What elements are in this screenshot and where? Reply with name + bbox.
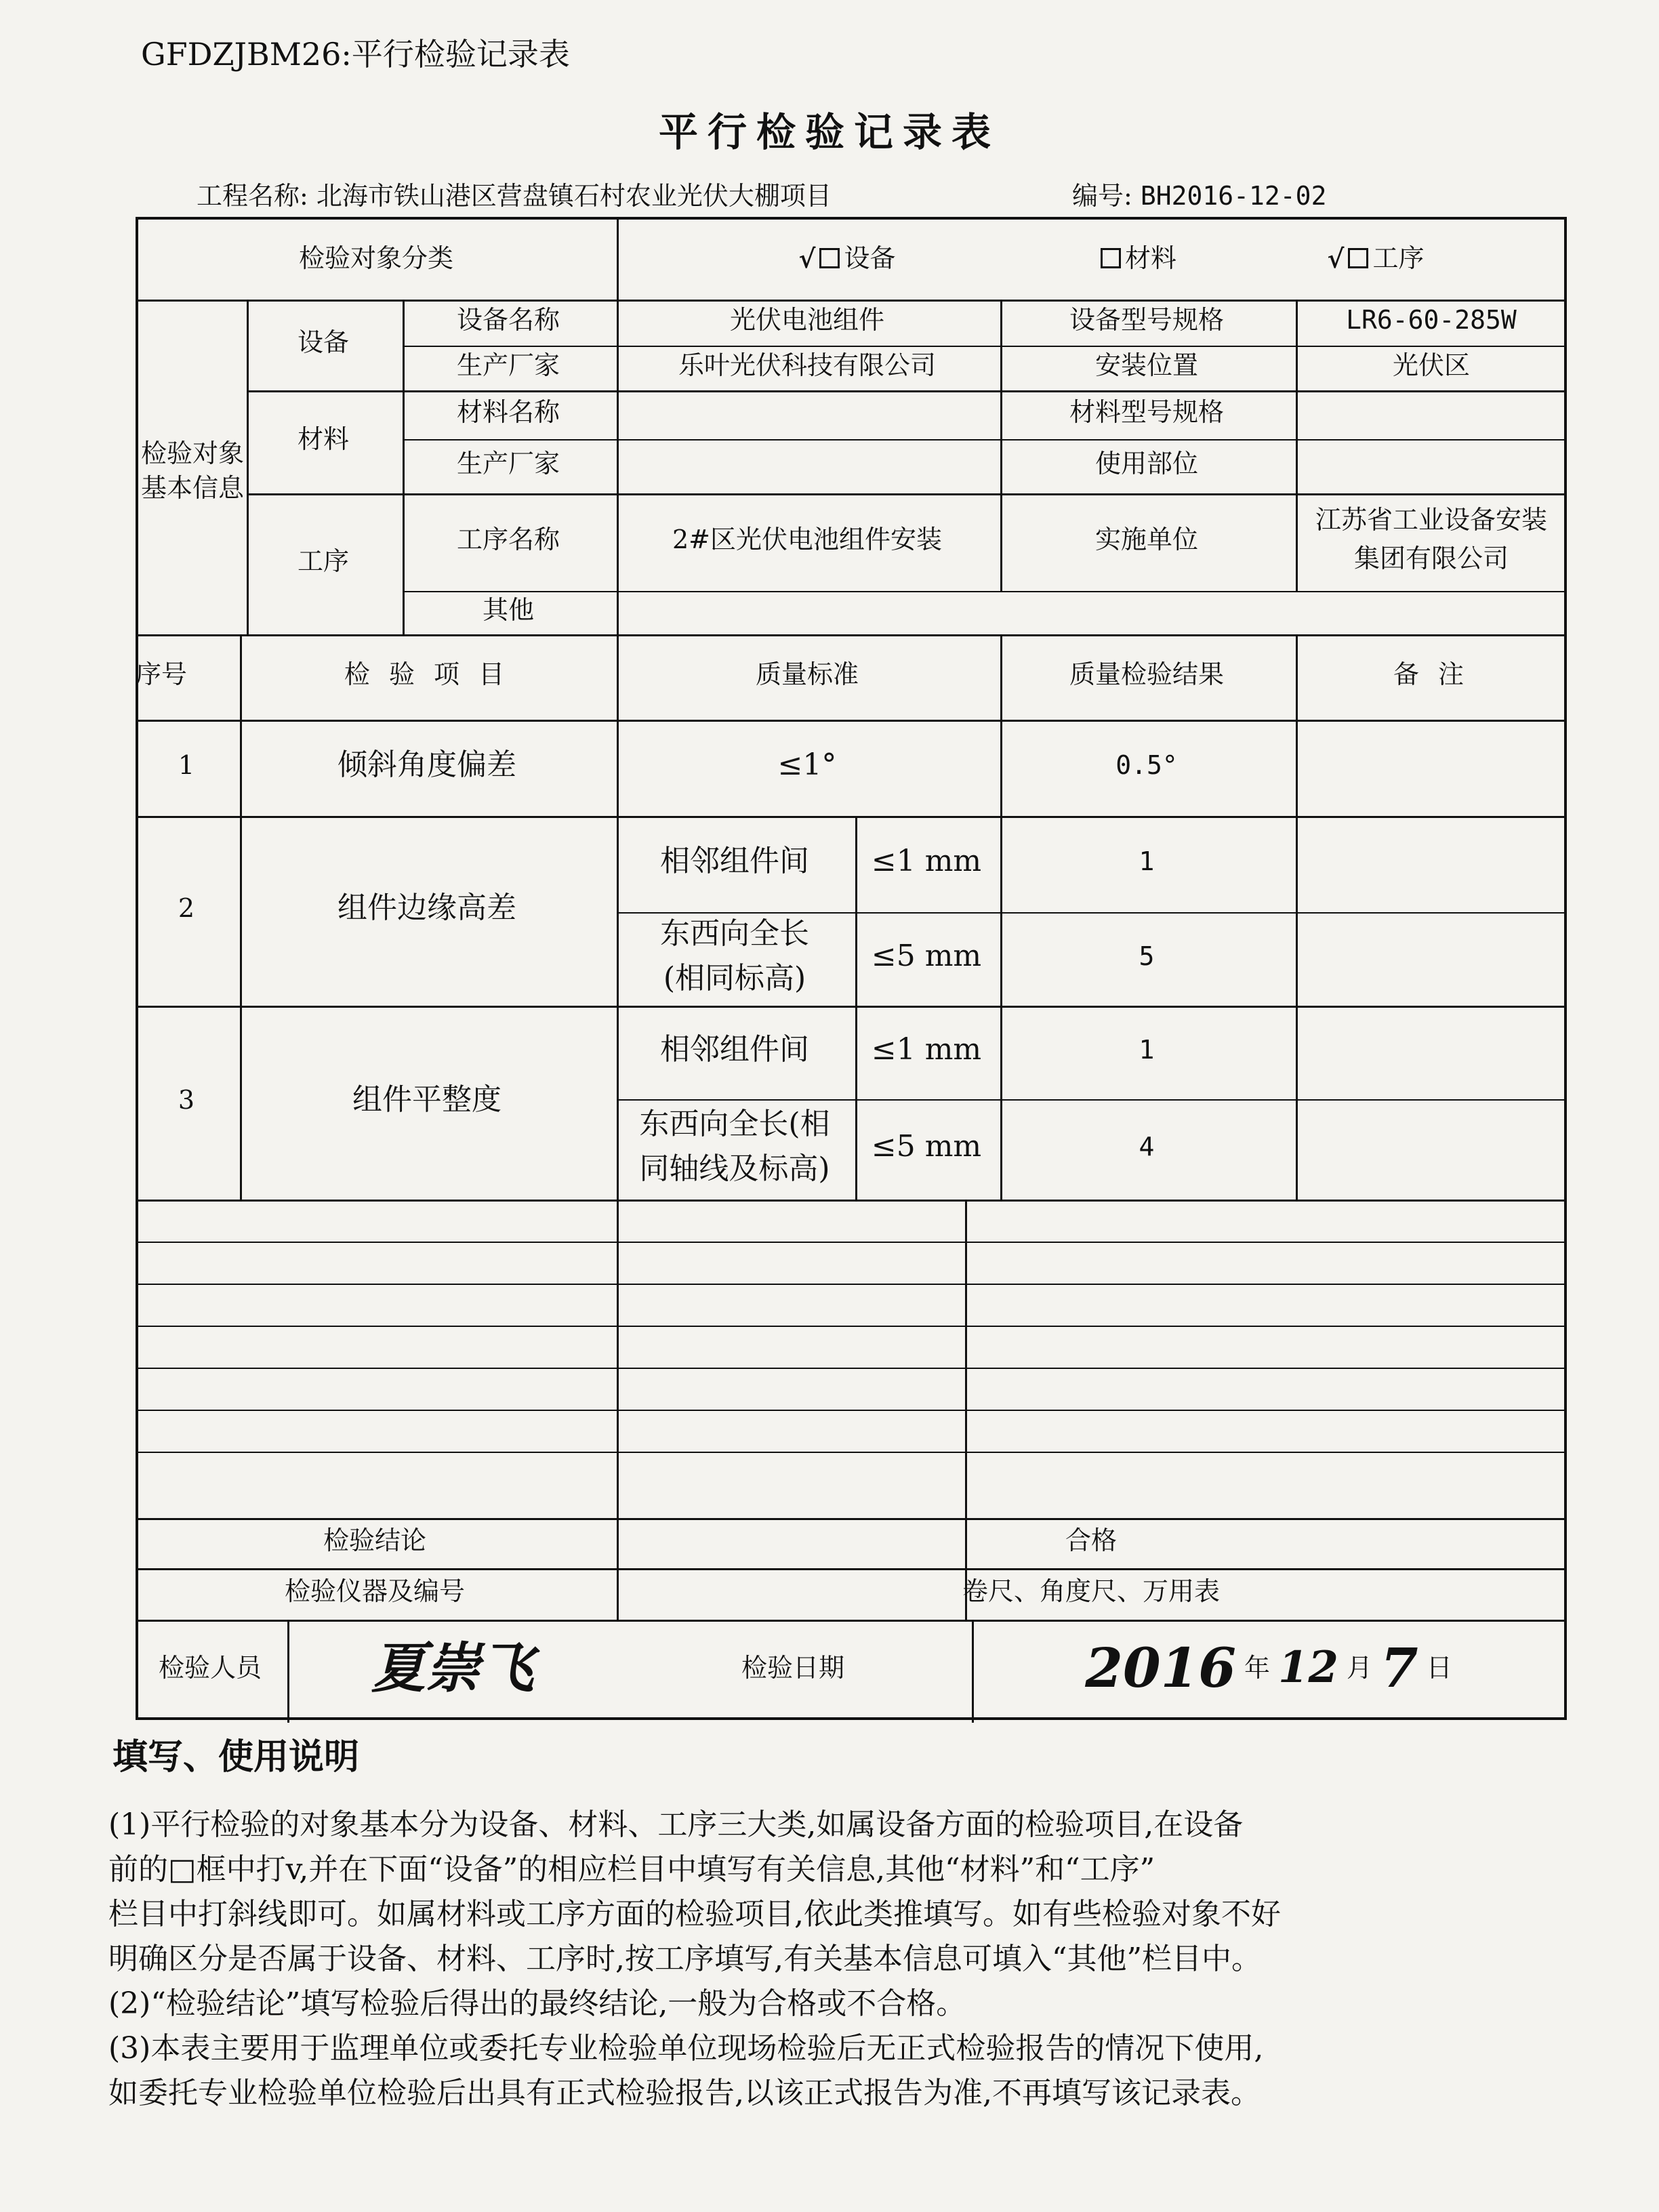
number-value: BH2016-12-02 xyxy=(1140,181,1327,211)
item-header: 检 验 项 目 xyxy=(344,659,510,689)
checkbox-icon xyxy=(1348,248,1368,268)
process-name-label: 工序名称 xyxy=(456,524,560,554)
item-1-standard: ≤1° xyxy=(777,747,837,782)
notes-line: 前的□框中打v,并在下面“设备”的相应栏目中填写有关信息,其他“材料”和“工序” xyxy=(108,1852,1155,1887)
category-option-equipment[interactable]: √ 设备 xyxy=(745,220,949,297)
item-2-sub-1-label: 相邻组件间 xyxy=(660,844,809,878)
material-model-value xyxy=(1296,388,1567,436)
process-label: 工序 xyxy=(297,546,349,576)
category-option-process[interactable]: √ 工序 xyxy=(1288,220,1464,297)
material-maker-value xyxy=(617,436,998,491)
conclusion-value: 合格 xyxy=(1065,1525,1117,1555)
notes-line: 栏目中打斜线即可。如属材料或工序方面的检验项目,依此类推填写。如有些检验对象不好 xyxy=(108,1897,1281,1931)
result-header: 质量检验结果 xyxy=(1069,659,1224,689)
checkbox-icon xyxy=(1101,248,1121,268)
process-unit-label: 实施单位 xyxy=(1094,524,1198,554)
equipment-label: 设备 xyxy=(297,327,349,357)
material-name-value xyxy=(617,388,998,436)
item-1-name: 倾斜角度偏差 xyxy=(337,747,516,782)
equipment-name-label: 设备名称 xyxy=(456,304,560,335)
item-3-sub-1-label: 相邻组件间 xyxy=(660,1032,809,1067)
basic-info-label: 检验对象基本信息 xyxy=(141,438,245,503)
material-maker-label: 生产厂家 xyxy=(456,448,560,478)
material-name-label: 材料名称 xyxy=(456,396,560,427)
check-mark-icon: √ xyxy=(1327,243,1345,274)
item-3-sub-1-result: 1 xyxy=(1139,1034,1155,1065)
material-model-label: 材料型号规格 xyxy=(1069,396,1224,427)
item-2-sub-2-result: 5 xyxy=(1139,941,1155,971)
project-label: 工程名称: xyxy=(197,181,308,211)
process-unit-value: 江苏省工业设备安装 集团有限公司 xyxy=(1315,505,1547,573)
page-title: 平行检验记录表 xyxy=(658,109,1000,155)
project-line xyxy=(197,175,832,212)
number-label: 编号: xyxy=(1072,181,1132,211)
inspector-label: 检验人员 xyxy=(158,1652,262,1683)
notes-title: 填写、使用说明 xyxy=(112,1737,360,1778)
item-2-sub-1-result: 1 xyxy=(1139,846,1155,876)
equipment-model-value: LR6-60-285W xyxy=(1346,304,1517,335)
equipment-maker-value: 乐叶光伏科技有限公司 xyxy=(678,350,936,380)
item-1-result: 0.5° xyxy=(1115,750,1178,780)
item-1-seq: 1 xyxy=(178,750,195,780)
item-3-sub-2-label: 东西向全长(相 同轴线及标高) xyxy=(639,1107,830,1186)
category-option-material[interactable]: 材料 xyxy=(1057,220,1220,297)
material-part-label: 使用部位 xyxy=(1094,448,1198,478)
notes-line: (1)平行检验的对象基本分为设备、材料、工序三大类,如属设备方面的检验项目,在设备 xyxy=(108,1807,1244,1842)
check-mark-icon: √ xyxy=(798,243,816,274)
material-part-value xyxy=(1296,436,1567,491)
item-2-name: 组件边缘高差 xyxy=(337,890,516,925)
notes-line: (3)本表主要用于监理单位或委托专业检验单位现场检验后无正式检验报告的情况下使用, xyxy=(108,2031,1264,2066)
equipment-location-value: 光伏区 xyxy=(1392,350,1470,380)
item-2-sub-1-standard: ≤1 mm xyxy=(871,844,982,878)
equipment-name-value: 光伏电池组件 xyxy=(729,304,884,335)
item-2-seq: 2 xyxy=(178,893,195,923)
date-label: 检验日期 xyxy=(741,1652,844,1683)
notes-line: 如委托专业检验单位检验后出具有正式检验报告,以该正式报告为准,不再填写该记录表。 xyxy=(108,2076,1261,2110)
equipment-model-label: 设备型号规格 xyxy=(1069,304,1224,335)
inspector-signature: 夏崇飞 xyxy=(371,1636,534,1700)
item-3-name: 组件平整度 xyxy=(352,1082,501,1117)
item-3-sub-1-standard: ≤1 mm xyxy=(871,1032,982,1067)
item-3-sub-2-standard: ≤5 mm xyxy=(871,1129,982,1164)
date-month: 12 xyxy=(1277,1642,1339,1693)
instruments-value: 卷尺、角度尺、万用表 xyxy=(962,1576,1220,1606)
notes-body xyxy=(108,1803,1437,2116)
equipment-location-label: 安装位置 xyxy=(1094,350,1198,380)
number-line xyxy=(1072,175,1326,212)
item-3-sub-2-result: 4 xyxy=(1139,1131,1155,1162)
notes-line: 明确区分是否属于设备、材料、工序时,按工序填写,有关基本信息可填入“其他”栏目中。 xyxy=(108,1942,1261,1976)
material-label: 材料 xyxy=(297,424,349,454)
item-2-sub-2-standard: ≤5 mm xyxy=(871,939,982,973)
seq-header: 序号 xyxy=(136,659,188,689)
other-label: 其他 xyxy=(482,594,534,625)
instruments-label: 检验仪器及编号 xyxy=(284,1576,465,1606)
inspection-date: 2016 年 12 月 7 日 xyxy=(972,1617,1565,1719)
item-2-sub-2-label: 东西向全长 (相同标高) xyxy=(660,916,809,996)
conclusion-label: 检验结论 xyxy=(323,1525,426,1555)
form-code: GFDZJBM26:平行检验记录表 xyxy=(141,36,570,73)
date-day: 7 xyxy=(1380,1636,1418,1700)
equipment-maker-label: 生产厂家 xyxy=(456,350,560,380)
date-year: 2016 xyxy=(1085,1636,1236,1700)
process-name-value: 2#区光伏电池组件安装 xyxy=(672,524,943,554)
standard-header: 质量标准 xyxy=(755,659,859,689)
category-label: 检验对象分类 xyxy=(298,243,453,273)
notes-line: (2)“检验结论”填写检验后得出的最终结论,一般为合格或不合格。 xyxy=(108,1986,966,2021)
project-name: 北海市铁山港区营盘镇石村农业光伏大棚项目 xyxy=(316,181,832,211)
remark-header: 备 注 xyxy=(1393,659,1470,689)
checkbox-icon xyxy=(819,248,840,268)
other-value xyxy=(617,588,1565,632)
item-3-seq: 3 xyxy=(178,1084,195,1115)
